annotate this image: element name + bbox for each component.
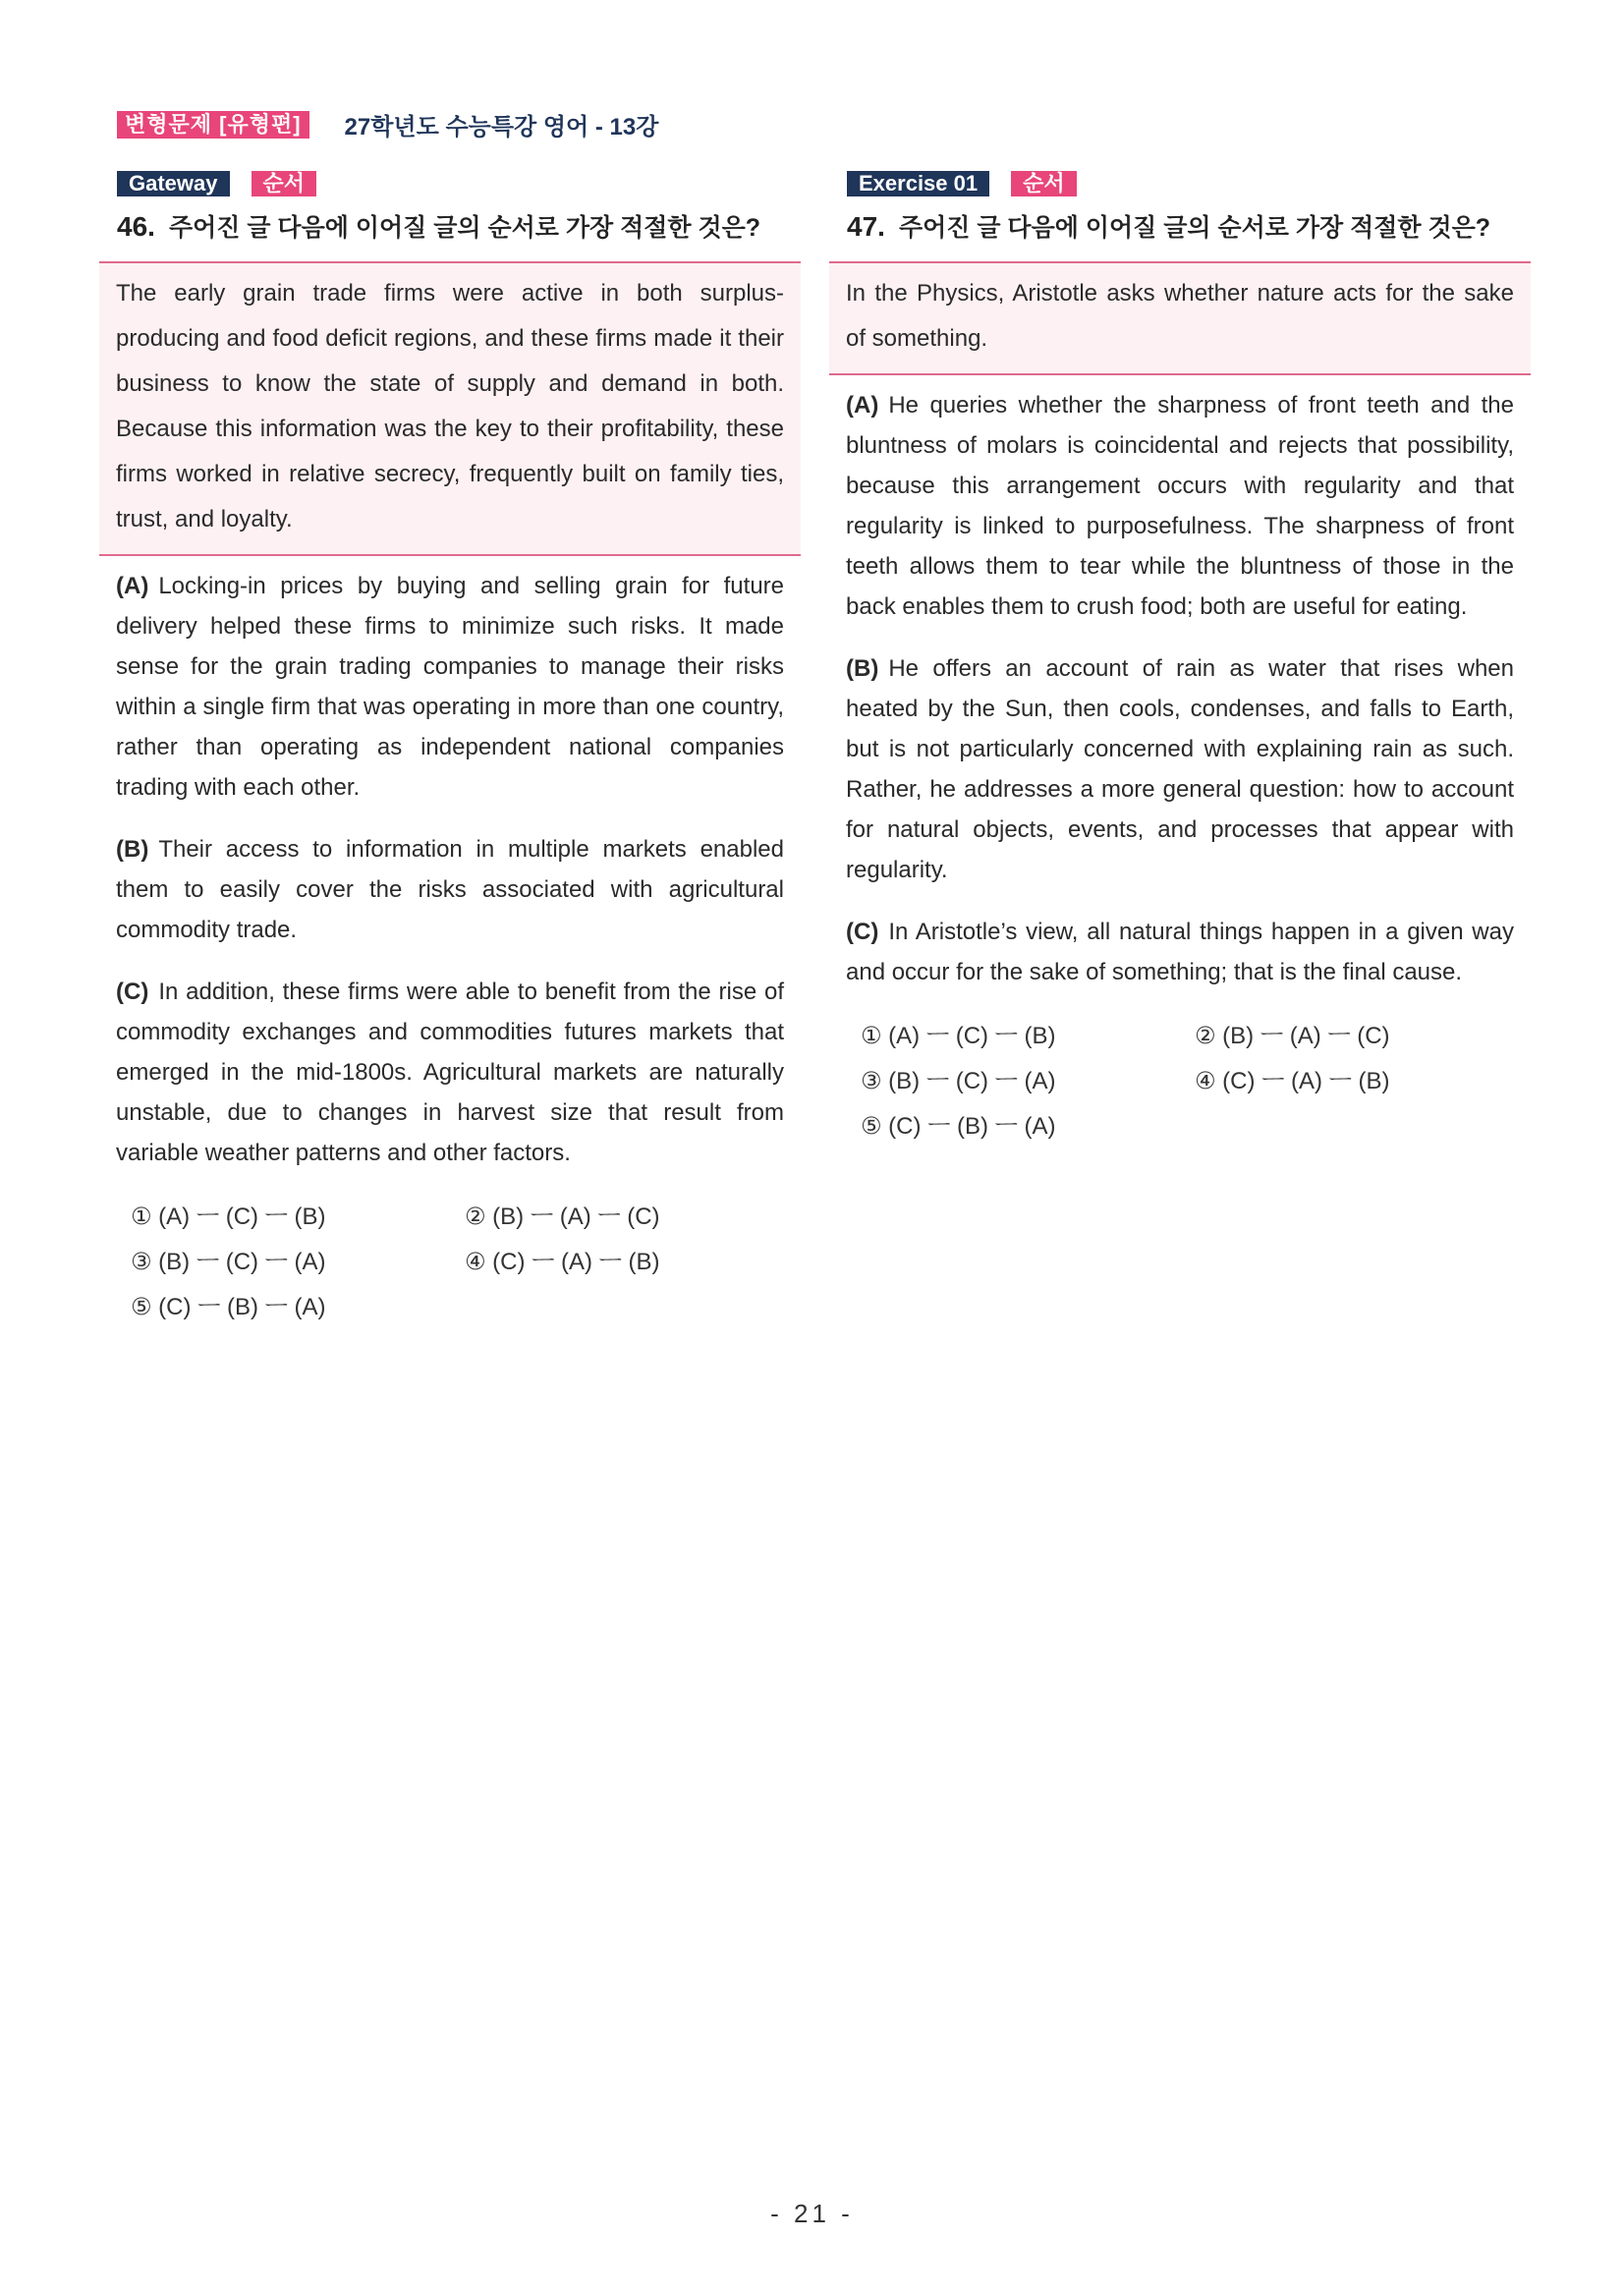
answer-choices xyxy=(861,1018,1531,1146)
section-tag: Exercise 01 xyxy=(847,171,989,196)
choice-2[interactable]: ② (B) ㅡ (A) ㅡ (C) xyxy=(465,1204,660,1230)
question-text: 주어진 글 다음에 이어질 글의 순서로 가장 적절한 것은? xyxy=(168,214,761,242)
choice-3[interactable]: ③ (B) ㅡ (C) ㅡ (A) xyxy=(131,1249,326,1275)
part-label: (C) xyxy=(116,979,149,1005)
choice-2[interactable]: ② (B) ㅡ (A) ㅡ (C) xyxy=(1195,1023,1390,1049)
part-c xyxy=(846,912,1514,992)
part-c xyxy=(116,972,784,1173)
choice-1[interactable]: ① (A) ㅡ (C) ㅡ (B) xyxy=(131,1204,326,1230)
question-tags xyxy=(847,171,1531,196)
intro-passage-box xyxy=(99,261,801,556)
part-text: Their access to information in multiple markets enabled them to easily cover the risks associated with agricultural commodity trade. xyxy=(116,836,784,943)
part-text: In addition, these firms were able to benefit from the rise of commodity exchanges and commodities futures markets that emerged in the mid-1800s. Agricultural markets are naturally unstable, due to changes in harvest size that result from variable weather patterns and other factors. xyxy=(116,979,784,1166)
passage-parts xyxy=(99,566,801,1173)
part-text: He offers an account of rain as water that rises when heated by the Sun, then cools, condenses, and falls to Earth, but is not particularly concerned with explaining rain as such. Rather, he addresses a more general question: how to account for natural objects, events, and processes that appear with regularity. xyxy=(846,655,1514,883)
part-text: Locking-in prices by buying and selling grain for future delivery helped these firms to minimize such risks. It made sense for the grain trading companies to manage their risks within a single firm that was operating in more than one country, rather than operating as independent national companies trading with each other. xyxy=(116,573,784,801)
question-46 xyxy=(99,171,801,1326)
passage-parts xyxy=(829,385,1531,992)
part-b xyxy=(116,829,784,950)
part-text: In Aristotle’s view, all natural things happen in a given way and occur for the sake of something; that is the final cause. xyxy=(846,919,1514,985)
type-tag: 순서 xyxy=(252,171,317,196)
part-a xyxy=(846,385,1514,627)
choice-4[interactable]: ④ (C) ㅡ (A) ㅡ (B) xyxy=(1195,1068,1390,1094)
intro-passage: The early grain trade firms were active in both surplus-producing and food deficit regions, and these firms made it their business to know the state of supply and demand in both. Because this information was the key to their profitability, these firms worked in relative secrecy, frequently built on family ties, trust, and loyalty. xyxy=(116,280,784,532)
question-tags xyxy=(117,171,801,196)
part-label: (C) xyxy=(846,919,879,945)
part-label: (B) xyxy=(846,655,879,682)
choice-4[interactable]: ④ (C) ㅡ (A) ㅡ (B) xyxy=(465,1249,660,1275)
choice-5[interactable]: ⑤ (C) ㅡ (B) ㅡ (A) xyxy=(131,1294,326,1320)
intro-passage: In the Physics, Aristotle asks whether nature acts for the sake of something. xyxy=(846,280,1514,352)
part-label: (A) xyxy=(116,573,149,599)
part-b xyxy=(846,648,1514,890)
intro-passage-box xyxy=(829,261,1531,375)
answer-choices xyxy=(131,1199,801,1326)
question-stem xyxy=(117,208,801,244)
question-number: 46. xyxy=(117,211,155,242)
section-tag: Gateway xyxy=(117,171,230,196)
type-tag: 순서 xyxy=(1011,171,1077,196)
choice-5[interactable]: ⑤ (C) ㅡ (B) ㅡ (A) xyxy=(861,1113,1056,1140)
variant-tag: 변형문제 [유형편] xyxy=(117,111,309,139)
page-header xyxy=(117,107,658,141)
question-text: 주어진 글 다음에 이어질 글의 순서로 가장 적절한 것은? xyxy=(898,214,1491,242)
question-number: 47. xyxy=(847,211,885,242)
choice-1[interactable]: ① (A) ㅡ (C) ㅡ (B) xyxy=(861,1023,1056,1049)
page-title: 27학년도 수능특강 영어 - 13강 xyxy=(344,114,659,140)
question-stem xyxy=(847,208,1531,244)
part-label: (B) xyxy=(116,836,149,863)
question-47 xyxy=(829,171,1531,1146)
part-text: He queries whether the sharpness of front teeth and the bluntness of molars is coincidental and rejects that possibility, because this arrangement occurs with regularity and that regularity is linked to purposefulness. The sharpness of front teeth allows them to tear while the bluntness of those in the back enables them to crush food; both are useful for eating. xyxy=(846,392,1514,620)
page-number: - 21 - xyxy=(770,2199,854,2228)
choice-3[interactable]: ③ (B) ㅡ (C) ㅡ (A) xyxy=(861,1068,1056,1094)
part-label: (A) xyxy=(846,392,879,419)
part-a xyxy=(116,566,784,808)
